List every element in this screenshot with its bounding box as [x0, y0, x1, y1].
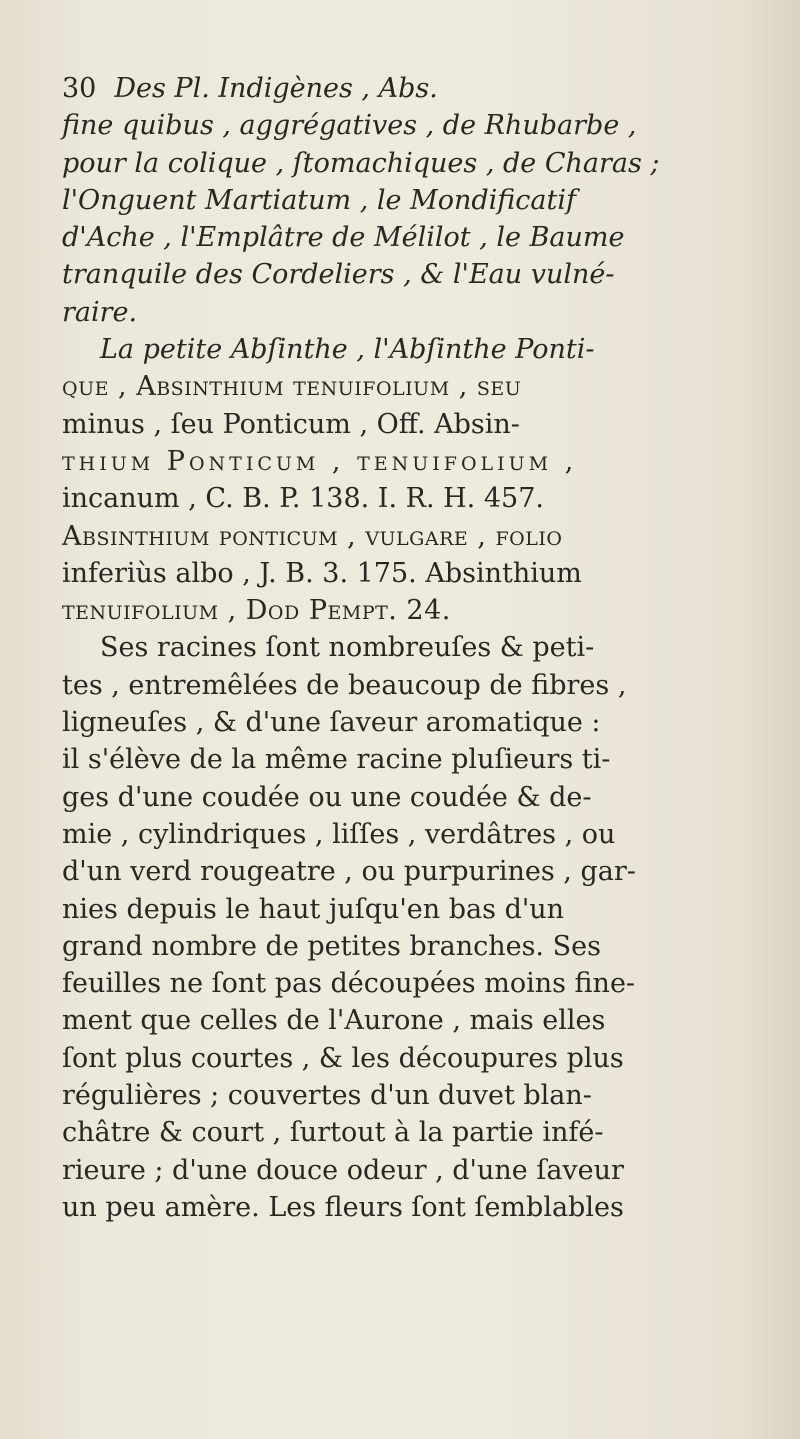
- running-title: Des Pl. Indigènes , Abs.: [114, 73, 438, 104]
- text-line: châtre & court , ſurtout à la partie infé-: [62, 1117, 604, 1149]
- text-line: tranquile des Cordeliers , & l'Eau vulné-: [62, 259, 615, 291]
- text-line: pour la colique , ſtomachiques , de Charas ;: [62, 147, 660, 179]
- text-line: ligneuſes , & d'une ſaveur aromatique :: [62, 707, 601, 739]
- text-line: il s'élève de la même racine pluſieurs ti-: [62, 744, 611, 776]
- text-line: régulières ; couvertes d'un duvet blan-: [62, 1080, 592, 1112]
- text-line: ment que celles de l'Aurone , mais elles: [62, 1005, 606, 1037]
- text-line: raire.: [62, 296, 138, 328]
- text-line: ges d'une coudée ou une coudée & de-: [62, 781, 592, 813]
- text-line: Ses racines ſont nombreuſes & peti-: [100, 632, 595, 664]
- text-line: minus , ſeu Ponticum , Off. Absin-: [62, 408, 520, 440]
- text-line: mie , cylindriques , liſſes , verdâtres , ou: [62, 818, 616, 850]
- text-line: ſont plus courtes , & les découpures plus: [62, 1042, 624, 1074]
- text-line: d'un verd rougeatre , ou purpurines , gar-: [62, 856, 636, 888]
- text-line: tenuifolium , Dod Pempt. 24.: [62, 595, 451, 627]
- text-line: La petite Abſinthe , l'Abſinthe Ponti-: [100, 334, 595, 366]
- text-line: rieure ; d'une douce odeur , d'une ſaveur: [62, 1154, 624, 1186]
- text-line: d'Ache , l'Emplâtre de Mélilot , le Baume: [62, 222, 625, 254]
- text-line: thium Ponticum , tenuifolium ,: [62, 445, 578, 477]
- text-line: incanum , C. B. P. 138. I. R. H. 457.: [62, 483, 544, 515]
- text-line: tes , entremêlées de beaucoup de fibres ,: [62, 669, 627, 701]
- text-line: inferiùs albo , J. B. 3. 175. Absinthium: [62, 557, 582, 589]
- text-line: grand nombre de petites branches. Ses: [62, 930, 601, 962]
- text-line: nies depuis le haut juſqu'en bas d'un: [62, 893, 565, 925]
- text-line: Absinthium ponticum , vulgare , folio: [62, 520, 563, 552]
- text-line: fine quibus , aggrégatives , de Rhubarbe ,: [62, 110, 637, 142]
- text-line: un peu amère. Les fleurs ſont ſemblables: [62, 1191, 624, 1223]
- page-number: 30: [62, 73, 97, 104]
- page-header: [62, 70, 762, 107]
- text-line: l'Onguent Martiatum , le Mondificatif: [62, 184, 576, 216]
- text-line: que , Absinthium tenuifolium , ſeu: [62, 371, 522, 403]
- page-text: [62, 70, 762, 1226]
- text-line: feuilles ne ſont pas découpées moins fine-: [62, 968, 636, 1000]
